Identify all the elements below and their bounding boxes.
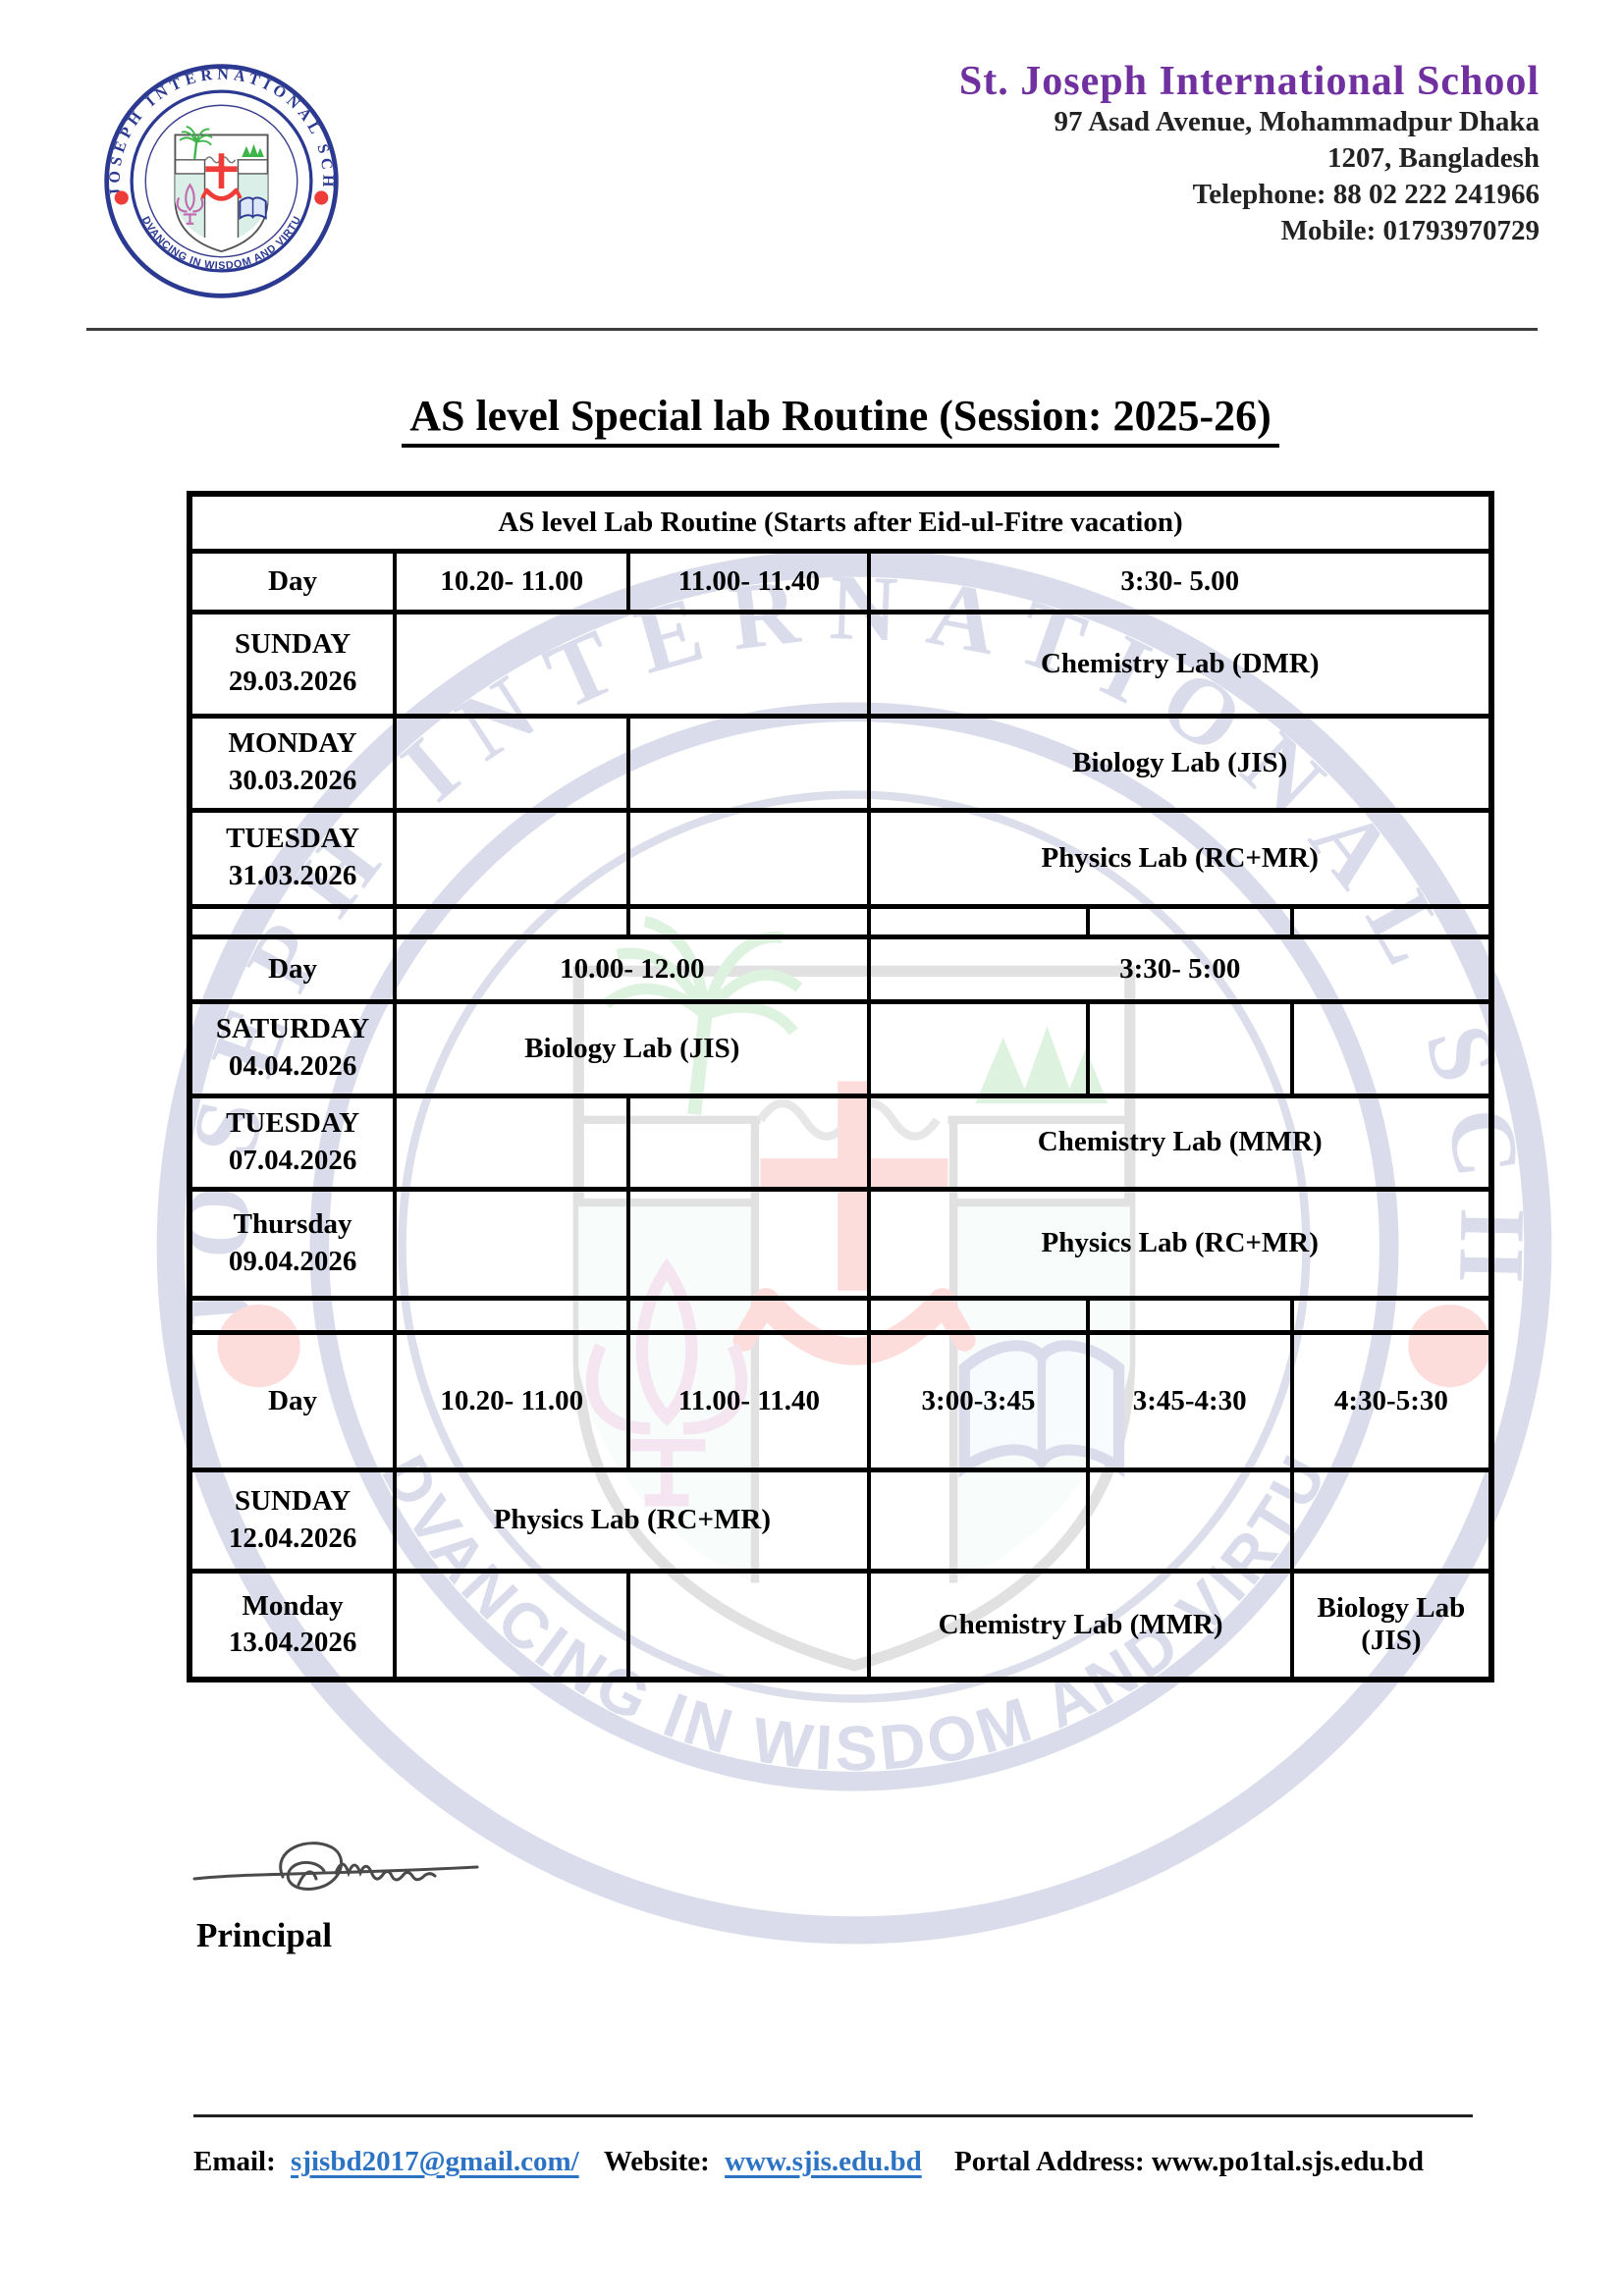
- empty-cell: [189, 906, 395, 936]
- day-cell: [189, 1001, 395, 1095]
- empty-cell: [628, 1095, 869, 1189]
- lab-cell: Chemistry Lab (DMR): [869, 612, 1491, 716]
- page-title: AS level Special lab Routine (Session: 2025-26): [402, 391, 1279, 448]
- day-date: 07.04.2026: [228, 1144, 357, 1176]
- day-date: 04.04.2026: [228, 1050, 357, 1082]
- lab-cell: Chemistry Lab (MMR): [869, 1571, 1291, 1680]
- time-slot: 10.00- 12.00: [395, 936, 869, 1001]
- day-name: TUESDAY: [226, 1106, 360, 1139]
- telephone-line: Telephone: 88 02 222 241966: [1192, 179, 1540, 211]
- empty-cell: [628, 906, 869, 936]
- table-row: [189, 1095, 1491, 1189]
- spacer-row: [189, 906, 1491, 936]
- day-header: Day: [189, 551, 395, 612]
- empty-cell: [1088, 1001, 1292, 1095]
- day-name: TUESDAY: [226, 823, 360, 855]
- day-cell: [189, 1469, 395, 1571]
- day-cell: [189, 612, 395, 716]
- day-date: 30.03.2026: [228, 765, 357, 796]
- empty-cell: [1088, 1298, 1292, 1332]
- empty-cell: [869, 1001, 1087, 1095]
- table-row: [189, 612, 1491, 716]
- lab-cell: Biology Lab (JIS): [1292, 1571, 1491, 1680]
- empty-cell: [395, 612, 869, 716]
- table-row: [189, 1469, 1491, 1571]
- empty-cell: [628, 716, 869, 810]
- portal-address: Portal Address: www.po1tal.sjs.edu.bd: [954, 2146, 1425, 2177]
- time-slot: 10.20- 11.00: [395, 551, 628, 612]
- table-row: [189, 716, 1491, 810]
- empty-cell: [628, 810, 869, 906]
- section2-time-header-row: [189, 936, 1491, 1001]
- empty-cell: [395, 1298, 628, 1332]
- section1-time-header-row: [189, 551, 1491, 612]
- time-slot: 4:30-5:30: [1292, 1332, 1491, 1469]
- website-link[interactable]: www.sjis.edu.bd: [725, 2146, 922, 2177]
- empty-cell: [628, 1189, 869, 1298]
- lab-cell: Physics Lab (RC+MR): [869, 1189, 1491, 1298]
- letterhead: [959, 59, 1540, 249]
- day-cell: [189, 716, 395, 810]
- empty-cell: [1292, 906, 1491, 936]
- empty-cell: [395, 1571, 628, 1680]
- website-label: Website:: [603, 2146, 710, 2177]
- principal-label: Principal: [196, 1916, 333, 1954]
- time-slot: 3:30- 5.00: [869, 551, 1491, 612]
- time-slot: 10.20- 11.00: [395, 1332, 628, 1469]
- day-date: 31.03.2026: [228, 860, 357, 891]
- email-label: Email:: [193, 2146, 276, 2177]
- day-date: 29.03.2026: [228, 666, 357, 697]
- footer-divider: [193, 2114, 1473, 2117]
- spacer-row: [189, 1298, 1491, 1332]
- time-slot: 3:30- 5:00: [869, 936, 1491, 1001]
- day-header: Day: [189, 1332, 395, 1469]
- day-date: 09.04.2026: [228, 1245, 357, 1277]
- empty-cell: [1088, 1469, 1292, 1571]
- empty-cell: [1292, 1001, 1491, 1095]
- time-slot: 3:00-3:45: [869, 1332, 1087, 1469]
- time-slot: 11.00- 11.40: [628, 1332, 869, 1469]
- empty-cell: [395, 906, 628, 936]
- table-row: [189, 810, 1491, 906]
- time-slot: 11.00- 11.40: [628, 551, 869, 612]
- lab-cell: Biology Lab (JIS): [869, 716, 1491, 810]
- day-header: Day: [189, 936, 395, 1001]
- empty-cell: [395, 1189, 628, 1298]
- school-logo-icon: [101, 61, 342, 301]
- mobile-line: Mobile: 01793970729: [1280, 215, 1540, 247]
- empty-cell: [1088, 906, 1292, 936]
- empty-cell: [1292, 1298, 1491, 1332]
- section3-time-header-row: [189, 1332, 1491, 1469]
- empty-cell: [395, 716, 628, 810]
- header-divider: [86, 328, 1538, 331]
- day-cell: [189, 1095, 395, 1189]
- lab-cell: Biology Lab (JIS): [395, 1001, 869, 1095]
- day-cell: [189, 1189, 395, 1298]
- day-name: SUNDAY: [234, 1484, 352, 1517]
- lab-cell: Chemistry Lab (MMR): [869, 1095, 1491, 1189]
- day-name: MONDAY: [228, 727, 357, 760]
- table-caption: AS level Lab Routine (Starts after Eid-ul-Fitre vacation): [189, 494, 1491, 551]
- address-line-2: 1207, Bangladesh: [1327, 142, 1540, 175]
- table-row: [189, 1571, 1491, 1680]
- table-row: [189, 1189, 1491, 1298]
- lab-routine-table: [187, 491, 1494, 1682]
- empty-cell: [1292, 1469, 1491, 1571]
- time-slot: 3:45-4:30: [1088, 1332, 1292, 1469]
- day-name: SUNDAY: [234, 628, 352, 661]
- empty-cell: [628, 1298, 869, 1332]
- empty-cell: [869, 1298, 1087, 1332]
- empty-cell: [395, 810, 628, 906]
- address-line-1: 97 Asad Avenue, Mohammadpur Dhaka: [1054, 106, 1540, 138]
- school-name: St. Joseph International School: [958, 59, 1540, 104]
- empty-cell: [189, 1298, 395, 1332]
- signature-scribble: [189, 1828, 483, 1916]
- day-name: Monday: [242, 1589, 344, 1622]
- day-name: SATURDAY: [215, 1013, 370, 1045]
- day-name: Thursday: [233, 1207, 352, 1240]
- footer-contact: [193, 2146, 1424, 2178]
- empty-cell: [395, 1095, 628, 1189]
- empty-cell: [628, 1571, 869, 1680]
- empty-cell: [869, 1469, 1087, 1571]
- lab-cell: Physics Lab (RC+MR): [395, 1469, 869, 1571]
- table-row: [189, 1001, 1491, 1095]
- day-cell: [189, 1571, 395, 1680]
- day-date: 12.04.2026: [228, 1522, 357, 1554]
- email-link[interactable]: sjisbd2017@gmail.com/: [291, 2146, 579, 2177]
- empty-cell: [869, 906, 1087, 936]
- day-cell: [189, 810, 395, 906]
- lab-cell: Physics Lab (RC+MR): [869, 810, 1491, 906]
- day-date: 13.04.2026: [228, 1627, 357, 1659]
